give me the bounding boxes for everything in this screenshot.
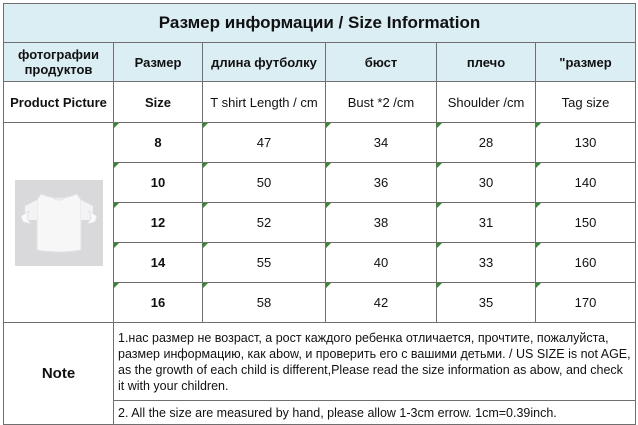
product-photo xyxy=(15,180,103,266)
cell-tag: 150 xyxy=(536,203,636,243)
table-row xyxy=(4,123,636,163)
cell-tag: 170 xyxy=(536,283,636,323)
cell-tag: 160 xyxy=(536,243,636,283)
cell-length: 55 xyxy=(203,243,326,283)
cell-tag: 130 xyxy=(536,123,636,163)
cell-shoulder: 33 xyxy=(437,243,536,283)
header-en-size: Size xyxy=(114,82,203,123)
cell-shoulder: 30 xyxy=(437,163,536,203)
cell-bust: 42 xyxy=(326,283,437,323)
header-ru-picture: фотографии продуктов xyxy=(4,43,114,82)
header-en-picture: Product Picture xyxy=(4,82,114,123)
cell-bust: 34 xyxy=(326,123,437,163)
size-table xyxy=(3,3,636,425)
cell-bust: 38 xyxy=(326,203,437,243)
header-en-shoulder: Shoulder /cm xyxy=(437,82,536,123)
header-en-bust: Bust *2 /cm xyxy=(326,82,437,123)
header-ru-bust: бюст xyxy=(326,43,437,82)
cell-size: 10 xyxy=(114,163,203,203)
cell-length: 50 xyxy=(203,163,326,203)
header-en-length: T shirt Length / cm xyxy=(203,82,326,123)
cell-shoulder: 31 xyxy=(437,203,536,243)
cell-bust: 40 xyxy=(326,243,437,283)
cell-length: 52 xyxy=(203,203,326,243)
header-ru-length: длина футболку xyxy=(203,43,326,82)
header-en-tag: Tag size xyxy=(536,82,636,123)
cell-shoulder: 35 xyxy=(437,283,536,323)
cell-shoulder: 28 xyxy=(437,123,536,163)
table-title: Размер информации / Size Information xyxy=(4,4,636,43)
cell-bust: 36 xyxy=(326,163,437,203)
cell-size: 8 xyxy=(114,123,203,163)
cell-length: 47 xyxy=(203,123,326,163)
note-text-2: 2. All the size are measured by hand, please allow 1-3cm errow. 1cm=0.39inch. xyxy=(114,401,636,425)
header-row-ru xyxy=(4,43,636,82)
tshirt-image xyxy=(15,180,103,266)
cell-size: 12 xyxy=(114,203,203,243)
header-ru-shoulder: плечо xyxy=(437,43,536,82)
cell-size: 14 xyxy=(114,243,203,283)
cell-size: 16 xyxy=(114,283,203,323)
header-ru-tag: "размер xyxy=(536,43,636,82)
note-label: Note xyxy=(4,323,114,425)
header-ru-size: Размер xyxy=(114,43,203,82)
note-text-1: 1.нас размер не возраст, а рост каждого ребенка отличается, прочтите, пожалуйста, размер информацию, как abow, и проверить его с вашими детьми. / US SIZE is not AGE, as the growth of each child is different,Please read the size information as abow, and check it with your children. xyxy=(114,323,636,401)
header-row-en xyxy=(4,82,636,123)
product-picture-cell xyxy=(4,123,114,323)
cell-tag: 140 xyxy=(536,163,636,203)
note-row-1 xyxy=(4,323,636,401)
cell-length: 58 xyxy=(203,283,326,323)
